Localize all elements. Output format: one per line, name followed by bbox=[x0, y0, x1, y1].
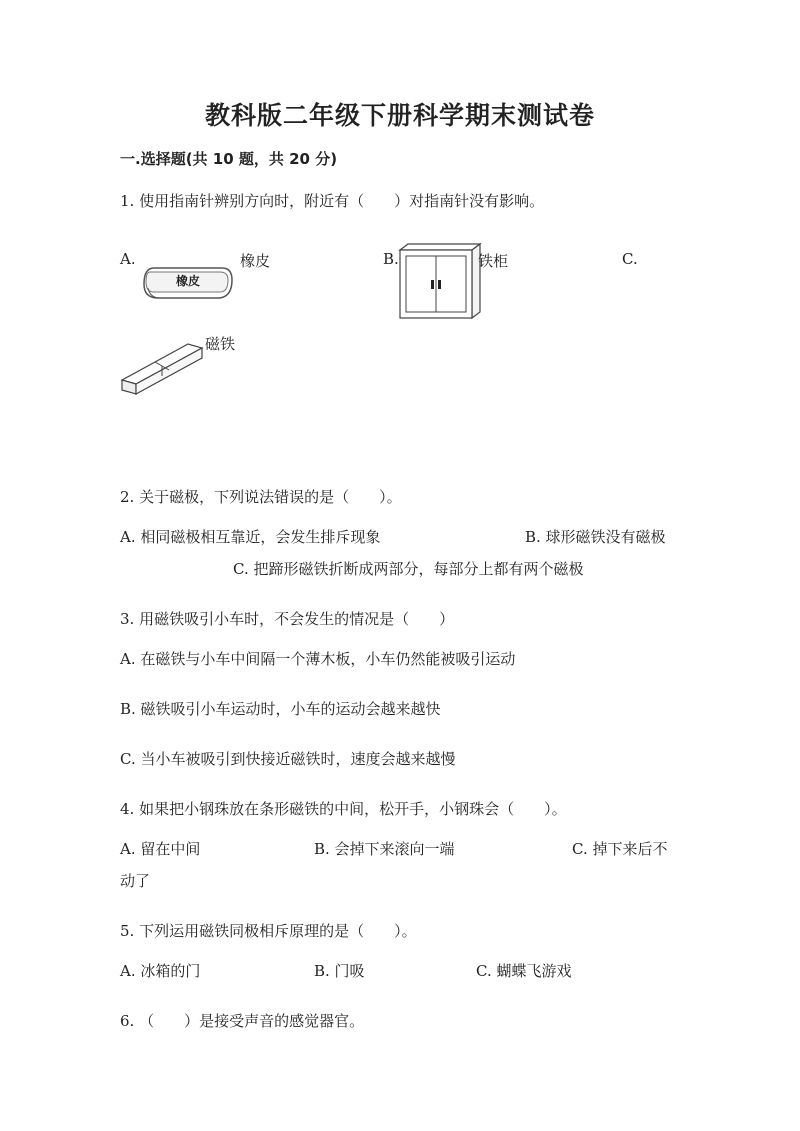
option-1a-label: 橡皮 bbox=[240, 252, 271, 270]
option-1b-letter[interactable]: B. bbox=[383, 250, 399, 268]
section-heading: 一.选择题(共 10 题，共 20 分) bbox=[120, 150, 338, 168]
option-4a[interactable]: A. 留在中间 bbox=[120, 840, 201, 858]
cabinet-icon bbox=[398, 242, 482, 320]
question-5-stem: 5. 下列运用磁铁同极相斥原理的是（ ）。 bbox=[120, 922, 417, 940]
option-4c-continued: 动了 bbox=[120, 872, 151, 890]
option-3a[interactable]: A. 在磁铁与小车中间隔一个薄木板，小车仍然能被吸引运动 bbox=[120, 650, 516, 668]
option-5a[interactable]: A. 冰箱的门 bbox=[120, 962, 201, 980]
option-1a-letter[interactable]: A. bbox=[120, 250, 136, 268]
option-5b[interactable]: B. 门吸 bbox=[314, 962, 365, 980]
option-1b-label: 铁柜 bbox=[478, 252, 509, 270]
question-3-stem: 3. 用磁铁吸引小车时，不会发生的情况是（ ） bbox=[120, 610, 455, 628]
option-4c[interactable]: C. 掉下来后不 bbox=[572, 840, 668, 858]
option-3c[interactable]: C. 当小车被吸引到快接近磁铁时，速度会越来越慢 bbox=[120, 750, 456, 768]
page-title: 教科版二年级下册科学期末测试卷 bbox=[204, 101, 595, 130]
question-1-stem: 1. 使用指南针辨别方向时，附近有（ ）对指南针没有影响。 bbox=[120, 192, 545, 210]
eraser-icon-label: 橡皮 bbox=[176, 274, 201, 288]
option-2a[interactable]: A. 相同磁极相互靠近，会发生排斥现象 bbox=[120, 528, 381, 546]
option-2c[interactable]: C. 把蹄形磁铁折断成两部分，每部分上都有两个磁极 bbox=[233, 560, 584, 578]
question-2-stem: 2. 关于磁极，下列说法错误的是（ ）。 bbox=[120, 488, 402, 506]
option-1c-letter[interactable]: C. bbox=[622, 250, 638, 268]
option-4b[interactable]: B. 会掉下来滚向一端 bbox=[314, 840, 455, 858]
magnet-bar-icon bbox=[118, 338, 208, 398]
question-6-stem: 6. （ ）是接受声音的感觉器官。 bbox=[120, 1012, 365, 1030]
option-2b[interactable]: B. 球形磁铁没有磁极 bbox=[525, 528, 666, 546]
question-4-stem: 4. 如果把小钢珠放在条形磁铁的中间，松开手，小钢珠会（ ）。 bbox=[120, 800, 567, 818]
option-3b[interactable]: B. 磁铁吸引小车运动时，小车的运动会越来越快 bbox=[120, 700, 441, 718]
option-5c[interactable]: C. 蝴蝶飞游戏 bbox=[476, 962, 572, 980]
option-1c-label: 磁铁 bbox=[205, 335, 236, 353]
